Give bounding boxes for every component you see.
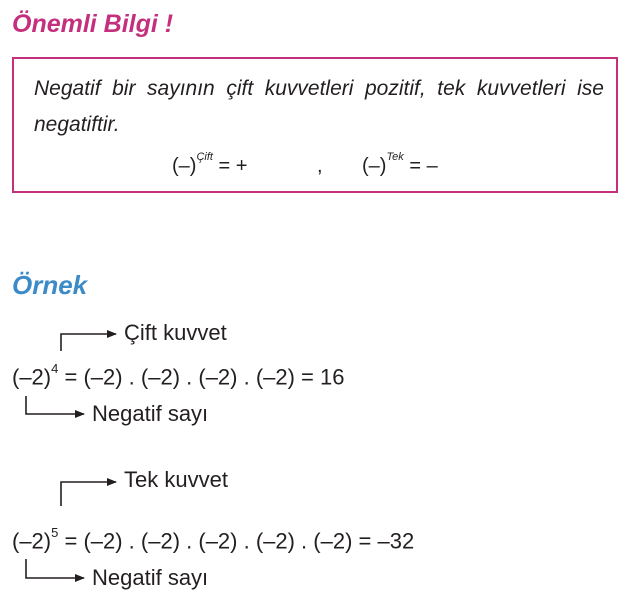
formula-even-exponent: Çift [196, 151, 213, 164]
even-power-label: Çift kuvvet [124, 320, 227, 345]
example-equation-1 [12, 361, 345, 390]
even-power-arrow [61, 334, 116, 351]
formula-odd-base: (–) [362, 155, 387, 177]
important-info-text: Negatif bir sayının çift kuvvetleri pozitif, tek kuvvetleri ise negatiftir. [34, 77, 604, 136]
eq1-exponent: 4 [51, 361, 59, 376]
formula-odd-result: = – [409, 155, 438, 177]
negative-number-label-2: Negatif sayı [92, 565, 209, 590]
negative-number-arrow-2 [26, 559, 84, 578]
eq2-base: (–2) [12, 528, 52, 554]
example-equation-2 [12, 525, 415, 554]
formula-separator: , [317, 155, 323, 177]
formula-even-result: = + [218, 155, 248, 177]
eq1-base: (–2) [12, 364, 52, 390]
eq2-rhs: = (–2) . (–2) . (–2) . (–2) . (–2) = –32 [64, 528, 415, 554]
example-heading: Örnek [12, 270, 88, 300]
important-info-heading: Önemli Bilgi ! [12, 10, 174, 38]
eq2-exponent: 5 [51, 525, 59, 540]
formula-odd-exponent: Tek [386, 151, 404, 164]
negative-number-arrow-1 [26, 396, 84, 414]
odd-power-label: Tek kuvvet [124, 467, 228, 492]
eq1-rhs: = (–2) . (–2) . (–2) . (–2) = 16 [64, 364, 345, 390]
formula-even-base: (–) [172, 155, 197, 177]
negative-number-label-1: Negatif sayı [92, 401, 209, 426]
odd-power-arrow [61, 482, 116, 506]
